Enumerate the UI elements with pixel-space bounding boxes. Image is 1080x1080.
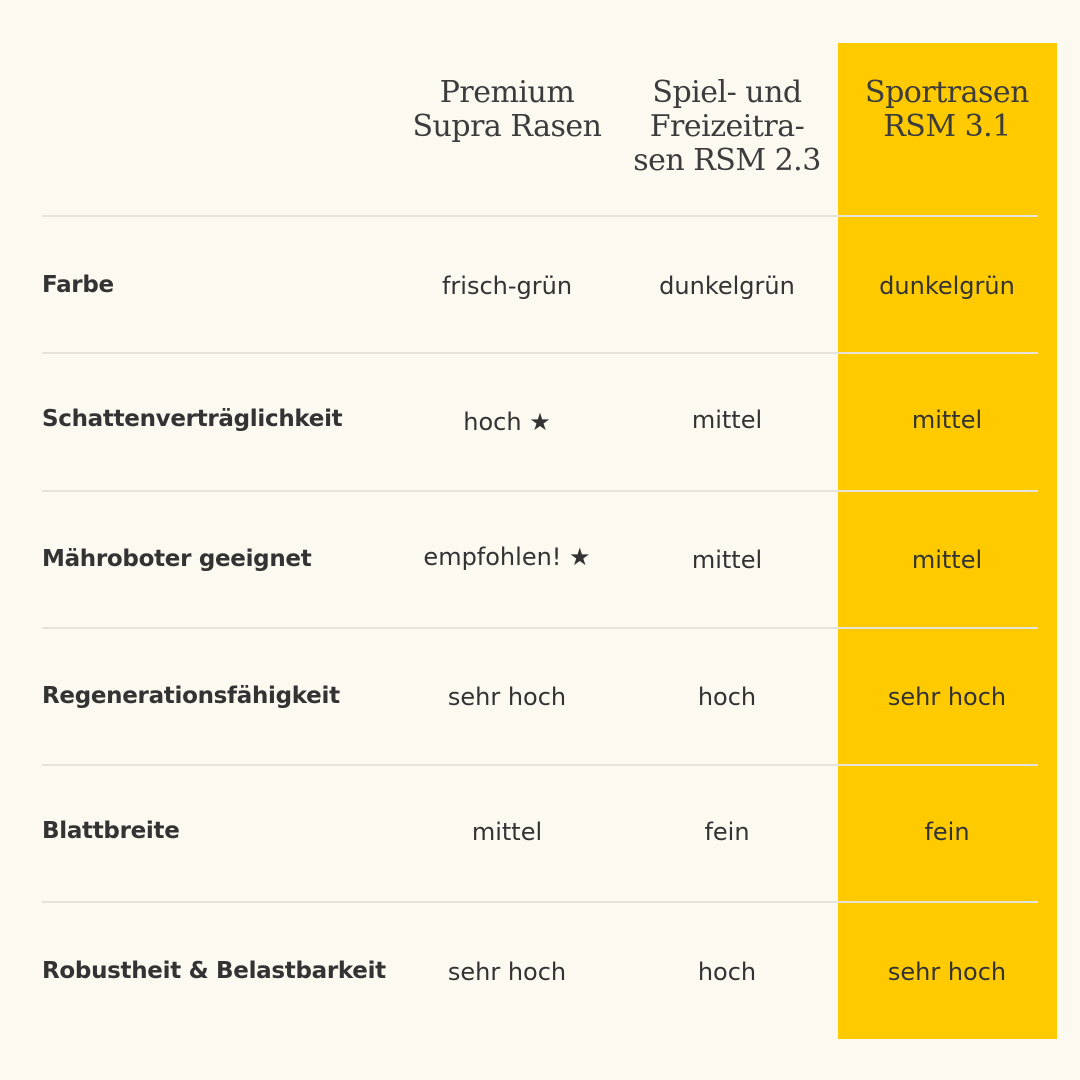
table-cell: dunkelgrün xyxy=(879,272,1015,300)
column-header-line: Supra Rasen xyxy=(412,109,602,144)
table-cell: hoch xyxy=(697,958,757,986)
table-cell: fein xyxy=(924,818,970,846)
column-header-spiel-freizeit xyxy=(617,76,837,178)
table-cell: sehr hoch xyxy=(887,958,1007,986)
table-cell: fein xyxy=(704,818,750,846)
table-cell: hoch ★ xyxy=(463,408,551,436)
row-divider xyxy=(42,901,1038,903)
table-cell: mittel xyxy=(691,546,763,574)
table-cell: sehr hoch xyxy=(887,683,1007,711)
row-label: Regenerationsfähigkeit xyxy=(42,683,340,709)
row-divider xyxy=(42,352,1038,354)
table-cell: empfohlen! ★ xyxy=(423,543,591,571)
column-header-premium-supra xyxy=(397,76,617,144)
table-cell: sehr hoch xyxy=(447,958,567,986)
column-header-line: Sportrasen xyxy=(865,75,1029,110)
row-divider xyxy=(42,490,1038,492)
table-cell: mittel xyxy=(471,818,543,846)
column-header-line: Premium xyxy=(439,75,575,110)
table-cell: mittel xyxy=(911,406,983,434)
row-label: Schattenverträglichkeit xyxy=(42,406,343,432)
column-header-line: Spiel- und xyxy=(652,75,802,110)
row-label: Mähroboter geeignet xyxy=(42,546,312,572)
column-header-sportrasen xyxy=(837,76,1057,144)
table-cell: sehr hoch xyxy=(447,683,567,711)
table-cell: dunkelgrün xyxy=(659,272,795,300)
column-header-line: RSM 3.1 xyxy=(883,109,1011,144)
row-label: Blattbreite xyxy=(42,818,180,844)
highlight-column-sportrasen xyxy=(838,43,1057,1039)
column-header-line: sen RSM 2.3 xyxy=(633,143,821,178)
column-header-line: Freizeitra- xyxy=(649,109,805,144)
row-divider xyxy=(42,627,1038,629)
row-divider xyxy=(42,764,1038,766)
table-cell: hoch xyxy=(697,683,757,711)
row-label: Farbe xyxy=(42,272,114,298)
row-divider xyxy=(42,215,1038,217)
row-label: Robustheit & Belastbarkeit xyxy=(42,958,386,984)
table-cell: mittel xyxy=(691,406,763,434)
table-cell: frisch-grün xyxy=(441,272,573,300)
table-cell: mittel xyxy=(911,546,983,574)
